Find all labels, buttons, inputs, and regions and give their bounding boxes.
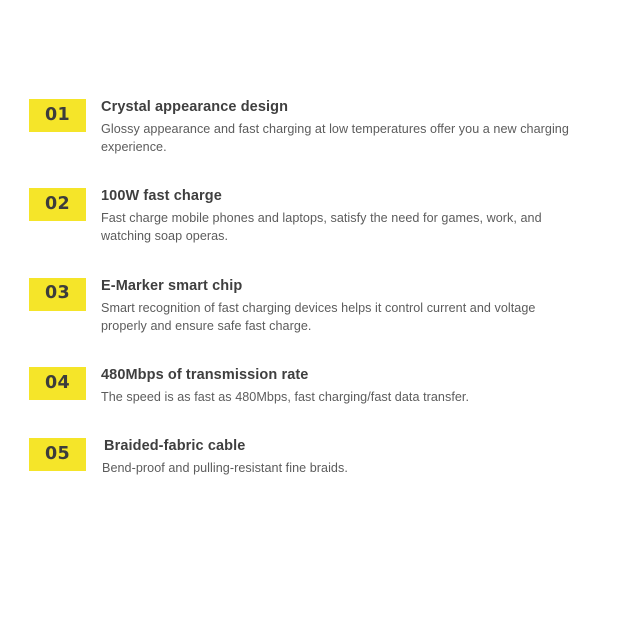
- feature-title: Braided-fabric cable: [104, 438, 246, 455]
- feature-body: [101, 437, 348, 477]
- feature-list: [29, 98, 585, 477]
- feature-number: 02: [45, 194, 70, 215]
- feature-body: [101, 277, 571, 335]
- list-item: [29, 366, 585, 406]
- feature-title: E-Marker smart chip: [101, 277, 243, 294]
- list-item: [29, 98, 585, 156]
- feature-description: Bend-proof and pulling-resistant fine braids.: [102, 460, 348, 475]
- feature-number-badge: [29, 438, 86, 471]
- feature-number: 03: [45, 283, 70, 304]
- feature-number: 01: [45, 104, 70, 125]
- feature-description: The speed is as fast as 480Mbps, fast charging/fast data transfer.: [101, 389, 470, 404]
- feature-description: Smart recognition of fast charging devices helps it control current and voltage properly and ensure safe fast charge.: [101, 300, 536, 333]
- feature-body: [101, 187, 571, 245]
- feature-body: [101, 98, 571, 156]
- feature-title: Crystal appearance design: [101, 99, 289, 115]
- list-item: [29, 277, 585, 335]
- feature-number-badge: [29, 188, 86, 221]
- list-item: [29, 437, 585, 477]
- feature-description: Fast charge mobile phones and laptops, satisfy the need for games, work, and watching soap operas.: [101, 211, 542, 244]
- feature-body: [101, 366, 469, 406]
- feature-number-badge: [29, 99, 86, 132]
- feature-number-badge: [29, 278, 86, 311]
- feature-number: 05: [45, 443, 70, 464]
- feature-title: 100W fast charge: [101, 188, 222, 205]
- feature-description: Glossy appearance and fast charging at low temperatures offer you a new charging experience.: [101, 121, 569, 155]
- feature-number: 04: [45, 372, 70, 393]
- feature-number-badge: [29, 367, 86, 400]
- feature-title: 480Mbps of transmission rate: [101, 367, 309, 384]
- list-item: [29, 187, 585, 245]
